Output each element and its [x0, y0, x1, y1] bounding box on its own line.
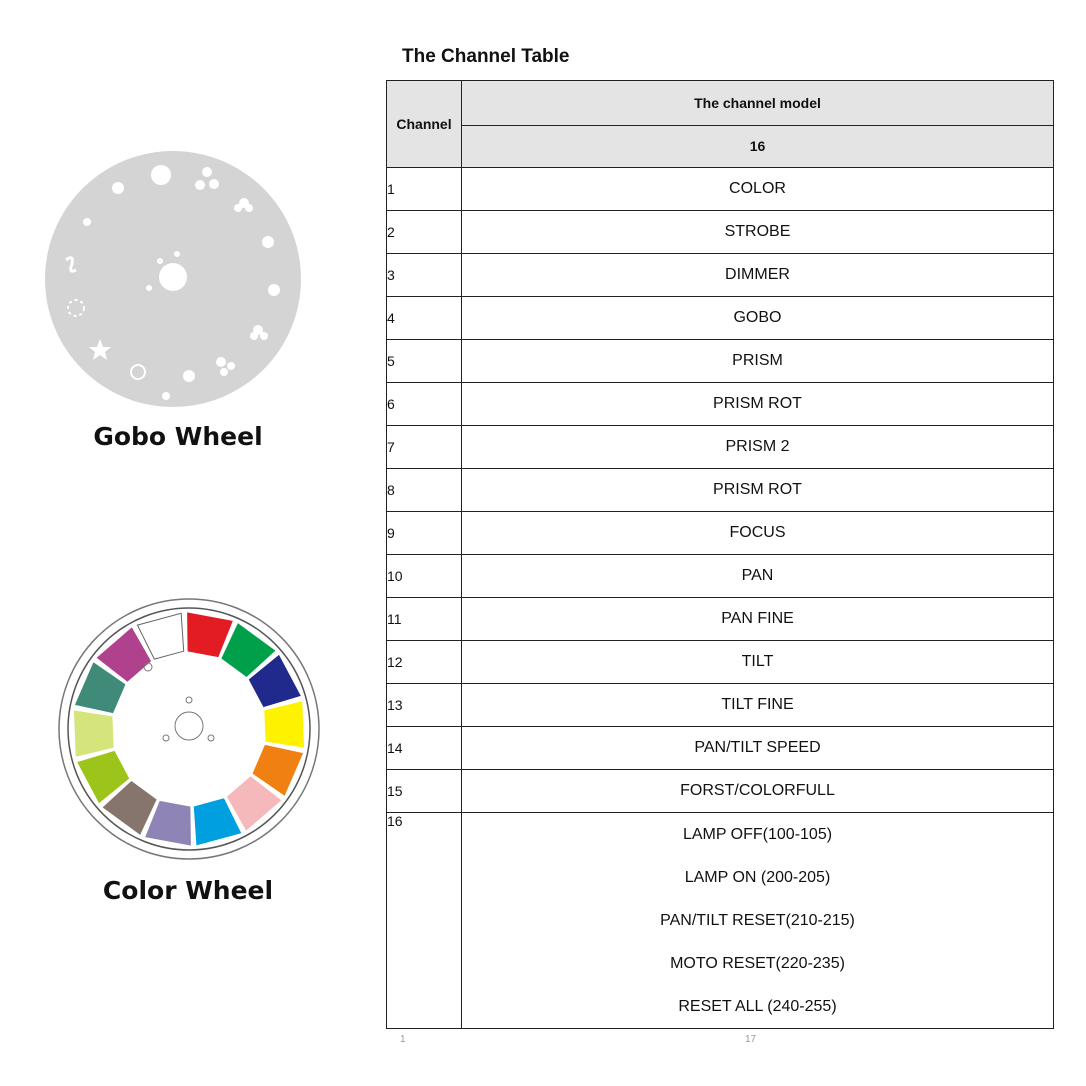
- table-row: [387, 340, 1054, 383]
- channel-function: PRISM: [462, 340, 1054, 383]
- channel-number: 11: [387, 598, 462, 641]
- channel-column-header: Channel: [387, 81, 462, 168]
- table-row: [387, 426, 1054, 469]
- channel-function: STROBE: [462, 211, 1054, 254]
- channel-function: PAN FINE: [462, 598, 1054, 641]
- channel-function: PRISM 2: [462, 426, 1054, 469]
- page-footer-left: 1: [400, 1034, 406, 1045]
- channel-number: 3: [387, 254, 462, 297]
- channel-function: COLOR: [462, 168, 1054, 211]
- table-row: [387, 641, 1054, 684]
- channel-number: 13: [387, 684, 462, 727]
- channel-number: 6: [387, 383, 462, 426]
- color-wheel-title: Color Wheel: [102, 876, 274, 905]
- table-row: [387, 770, 1054, 813]
- channel-function: TILT: [462, 641, 1054, 684]
- channel-function: TILT FINE: [462, 684, 1054, 727]
- channel-number: 5: [387, 340, 462, 383]
- table-row: [387, 254, 1054, 297]
- table-row: [387, 211, 1054, 254]
- table-row: [387, 469, 1054, 512]
- channel-number: 9: [387, 512, 462, 555]
- channel-table: [386, 80, 1054, 1029]
- channel-number: 8: [387, 469, 462, 512]
- gobo-wheel-title: Gobo Wheel: [93, 422, 263, 451]
- channel-function-line: PAN/TILT RESET(210-215): [660, 912, 855, 929]
- channel-function-line: RESET ALL (240-255): [678, 998, 837, 1015]
- table-row: [387, 727, 1054, 770]
- channel-number: 10: [387, 555, 462, 598]
- channel-number: 14: [387, 727, 462, 770]
- table-row: [387, 383, 1054, 426]
- channel-number: 4: [387, 297, 462, 340]
- channel-model-value: 16: [462, 125, 1054, 168]
- channel-function: DIMMER: [462, 254, 1054, 297]
- page-footer-right: 17: [745, 1034, 757, 1045]
- channel-number: 7: [387, 426, 462, 469]
- channel-function: PAN/TILT SPEED: [462, 727, 1054, 770]
- channel-number: 12: [387, 641, 462, 684]
- channel-number: 1: [387, 168, 462, 211]
- channel-function: FORST/COLORFULL: [462, 770, 1054, 813]
- table-row: [387, 512, 1054, 555]
- channel-function-line: LAMP OFF(100-105): [682, 826, 833, 843]
- channel-table-title: The Channel Table: [402, 46, 570, 67]
- table-row: [387, 555, 1054, 598]
- channel-function: PAN: [462, 555, 1054, 598]
- table-row: [387, 813, 1054, 1029]
- channel-function-list: [462, 813, 1054, 1029]
- channel-number: 16: [387, 813, 462, 1029]
- channel-function-line: LAMP ON (200-205): [684, 869, 831, 886]
- table-row: [387, 684, 1054, 727]
- gobo-wheel-image: [44, 150, 302, 408]
- channel-model-header: The channel model: [462, 81, 1054, 126]
- channel-function: GOBO: [462, 297, 1054, 340]
- table-row: [387, 168, 1054, 211]
- table-row: [387, 297, 1054, 340]
- table-row: [387, 598, 1054, 641]
- channel-number: 15: [387, 770, 462, 813]
- channel-function: FOCUS: [462, 512, 1054, 555]
- channel-function: PRISM ROT: [462, 469, 1054, 512]
- channel-function-line: MOTO RESET(220-235): [670, 955, 845, 972]
- channel-function: PRISM ROT: [462, 383, 1054, 426]
- channel-number: 2: [387, 211, 462, 254]
- color-wheel-image: [56, 596, 322, 862]
